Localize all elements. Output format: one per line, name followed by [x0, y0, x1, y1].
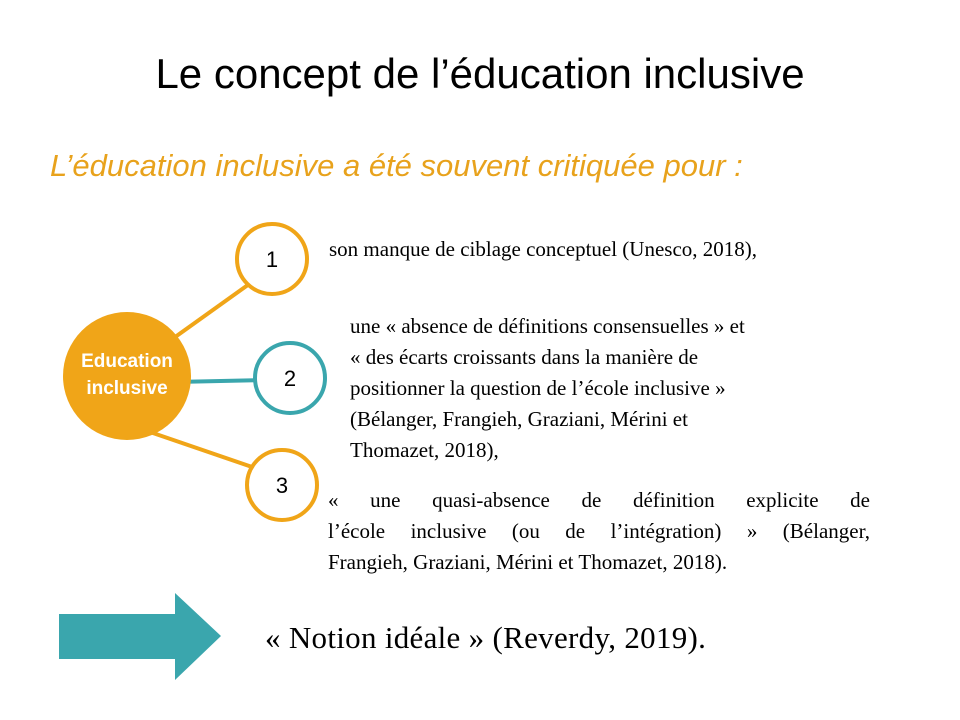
- connector-3: [150, 432, 255, 468]
- point-1-text: son manque de ciblage conceptuel (Unesco, 2018),: [329, 237, 758, 261]
- hub-label: Education inclusive: [81, 351, 173, 399]
- slide-subtitle: L’éducation inclusive a été souvent critiquée pour :: [50, 148, 743, 183]
- point-3-text: « une quasi-absence de définition explicite de l’école inclusive (ou de l’intégration) » (Bélanger, Frangieh, Graziani, Mérini et Thomazet, 2018).: [328, 488, 870, 574]
- slide-title: Le concept de l’éducation inclusive: [155, 50, 805, 97]
- arrow-right-icon: [59, 593, 221, 680]
- conclusion-text: « Notion idéale » (Reverdy, 2019).: [265, 620, 707, 655]
- node-number-2: 2: [283, 366, 297, 391]
- node-number-3: 3: [275, 473, 289, 498]
- point-2-text: une « absence de définitions consensuelles » et « des écarts croissants dans la manière de positionner la question de l’école inclusive » (Bélanger, Frangieh, Graziani, Mérini et Thomazet, 2018),: [350, 314, 745, 462]
- node-number-1: 1: [265, 247, 279, 272]
